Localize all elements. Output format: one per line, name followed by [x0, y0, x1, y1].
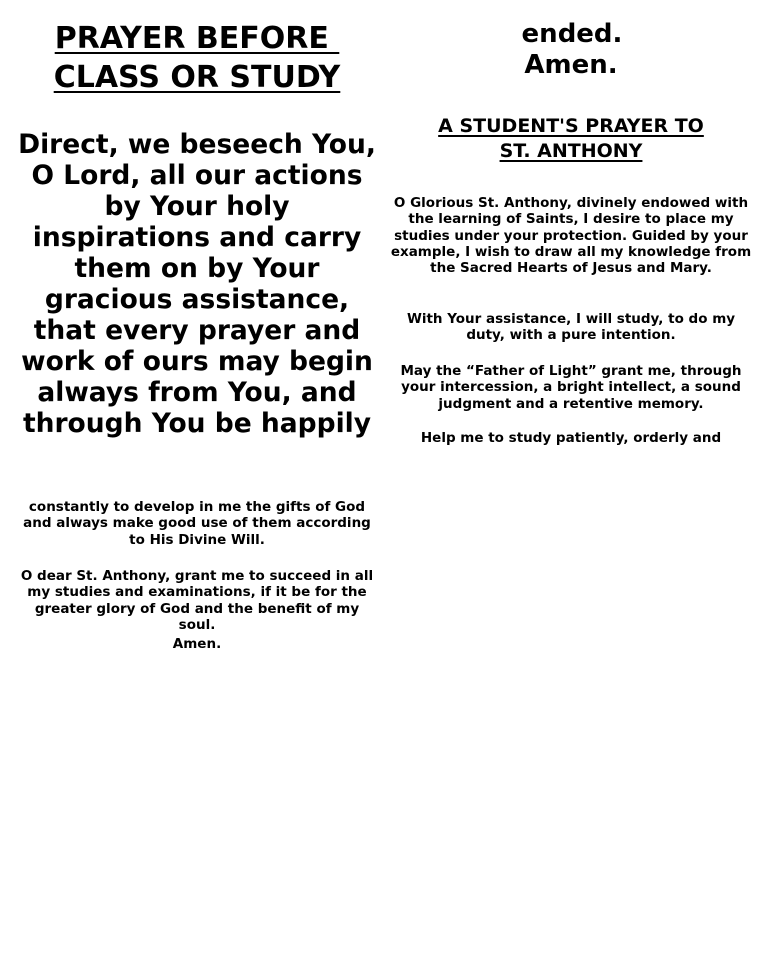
title-line: ST. ANTHONY [499, 140, 643, 162]
student-prayer-paragraph: Help me to study patiently, orderly and [420, 430, 722, 446]
student-prayer-paragraph: O Glorious St. Anthony, divinely endowed with the learning of Saints, I desire to place my studies under your protection. Guided by your example, I wish to draw all my knowledge from the Sacred Hearts of Jesus and Mary. [390, 195, 752, 277]
prayer-before-class-title [20, 19, 374, 97]
prayer-before-class-ending: ended. [521, 19, 623, 49]
student-prayer-paragraph: May the “Father of Light” grant me, through your intercession, a bright intellect, a sound judgment and a retentive memory. [400, 363, 742, 412]
student-prayer-continuation: constantly to develop in me the gifts of God and always make good use of them according to His Divine Will. [23, 499, 371, 548]
student-prayer-paragraph: O dear St. Anthony, grant me to succeed in all my studies and examinations, if it be for the greater glory of God and the benefit of my soul. [20, 568, 374, 633]
student-prayer-title [390, 114, 752, 164]
title-line: CLASS OR STUDY [53, 60, 341, 95]
title-line: A STUDENT'S PRAYER TO [438, 115, 704, 137]
prayer-before-class-text: Direct, we beseech You, O Lord, all our actions by Your holy inspirations and carry them on by Your gracious assistance, that every prayer and work of ours may begin always from You, and through You be happily [18, 129, 376, 439]
prayer-before-class-amen: Amen. [524, 50, 618, 80]
student-prayer-paragraph: With Your assistance, I will study, to do my duty, with a pure intention. [406, 311, 736, 344]
title-line: PRAYER BEFORE [54, 21, 340, 56]
student-prayer-amen: Amen. [172, 636, 222, 652]
